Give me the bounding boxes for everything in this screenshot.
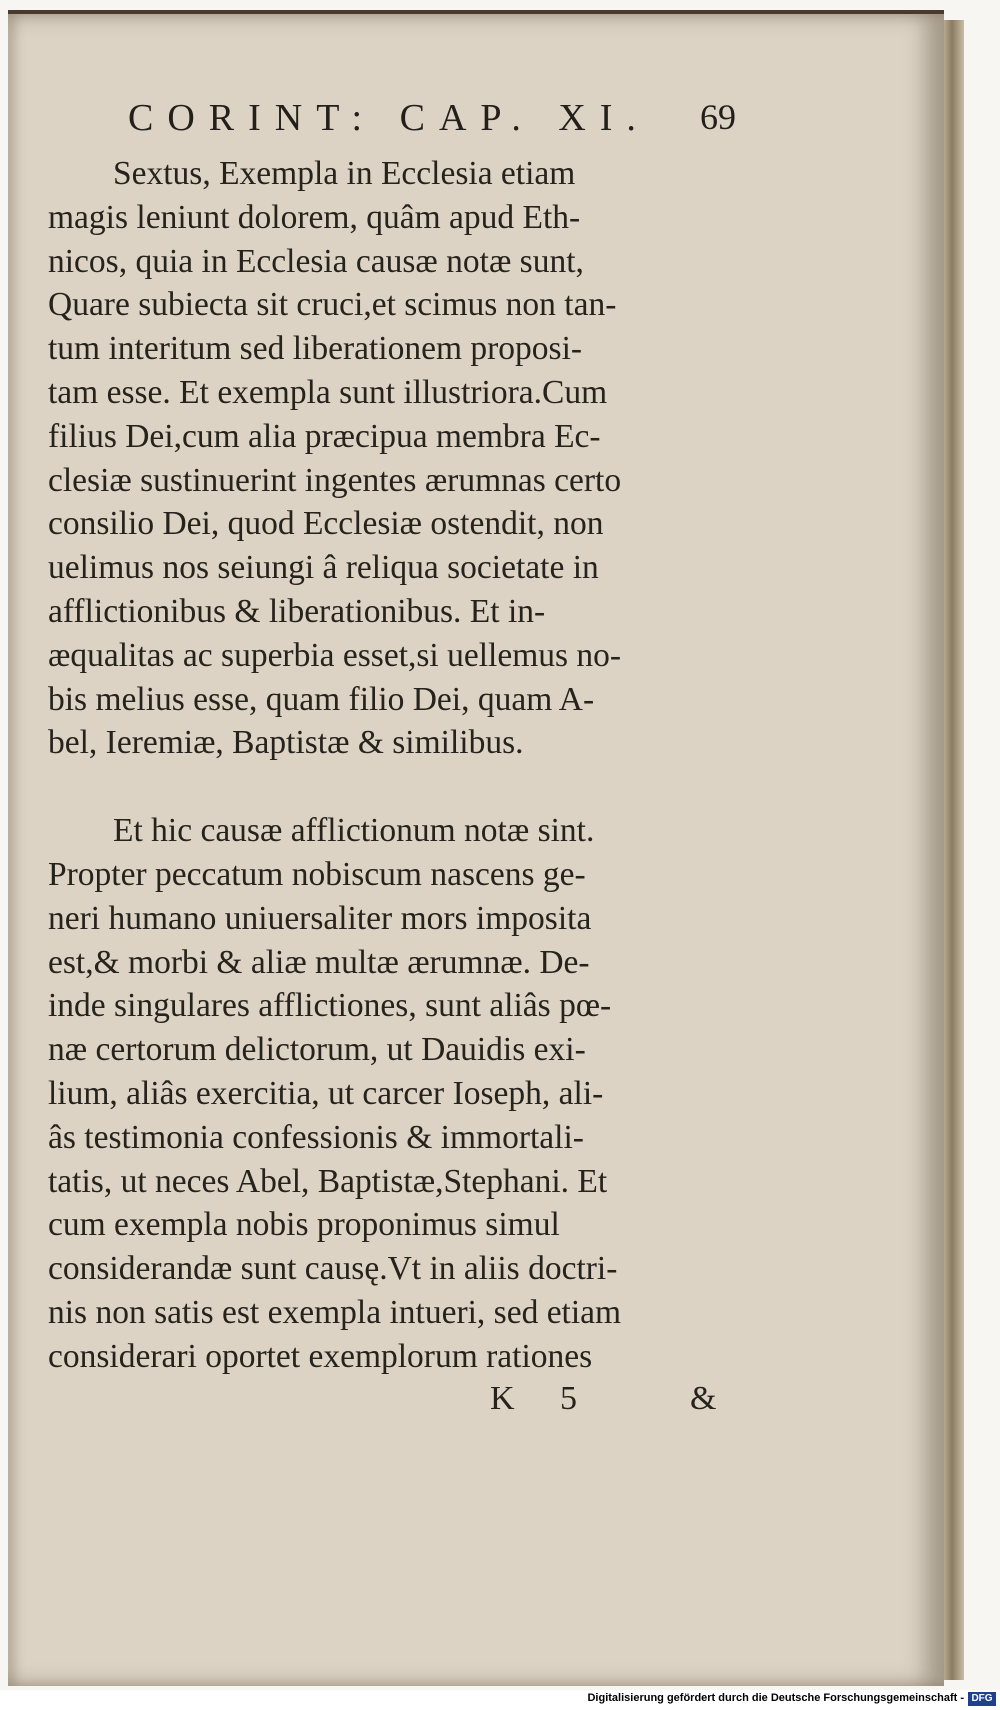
text-line: Et hic causæ afflictionum notæ sint.: [113, 812, 595, 850]
text-line: tam esse. Et exempla sunt illustriora.Cum: [48, 373, 608, 411]
running-head: CORINT: CAP. XI.: [128, 97, 650, 139]
dfg-logo: DFG: [968, 1692, 996, 1706]
text-line: cum exempla nobis proponimus simul: [48, 1206, 560, 1244]
text-line: Sextus, Exempla in Ecclesia etiam: [113, 155, 576, 192]
catchword: &: [690, 1380, 717, 1417]
text-line: magis leniunt dolorem, quâm apud Eth-: [48, 198, 581, 236]
text-line: uelimus nos seiungi â reliqua societate in: [48, 549, 599, 587]
text-line: bis melius esse, quam filio Dei, quam A-: [48, 680, 595, 718]
text-line: est,& morbi & aliæ multæ ærumnæ. De-: [48, 943, 590, 981]
text-line: inde singulares afflictiones, sunt aliâs pœ-: [48, 987, 612, 1025]
text-line: clesiæ sustinuerint ingentes ærumnas certo: [48, 461, 622, 499]
text-line: tum interitum sed liberationem proposi-: [48, 330, 583, 368]
text-line: bel, Ieremiæ, Baptistæ & similibus.: [48, 724, 524, 762]
text-line: afflictionibus & liberationibus. Et in-: [48, 592, 546, 630]
body-text: [48, 152, 728, 1379]
digitization-credit: Digitalisierung gefördert durch die Deutsche Forschungsgemeinschaft -: [587, 1692, 964, 1704]
text-line: âs testimonia confessionis & immortali-: [48, 1118, 584, 1156]
text-line: Propter peccatum nobiscum nascens ge-: [48, 855, 586, 893]
text-line: filius Dei,cum alia præcipua membra Ec-: [48, 417, 601, 455]
page-number: 69: [700, 97, 736, 137]
signature-line: [490, 1380, 730, 1424]
text-line: Quare subiecta sit cruci,et scimus non tan-: [48, 286, 617, 324]
signature-letter: K: [490, 1380, 515, 1417]
text-line: lium, aliâs exercitia, ut carcer Ioseph, ali-: [48, 1074, 604, 1112]
text-line: nis non satis est exempla intueri, sed etiam: [48, 1293, 622, 1331]
text-line: neri humano uniuersaliter mors imposita: [48, 899, 592, 937]
text-line: considerandæ sunt causę.Vt in aliis doctri-: [48, 1250, 618, 1288]
page-edge: [944, 20, 964, 1680]
text-line: æqualitas ac superbia esset,si uellemus no-: [48, 636, 622, 674]
text-line: considerari oportet exemplorum rationes: [48, 1337, 593, 1375]
text-line: tatis, ut neces Abel, Baptistæ,Stephani. Et: [48, 1162, 608, 1200]
signature-number: 5: [560, 1380, 577, 1417]
text-line: consilio Dei, quod Ecclesiæ ostendit, non: [48, 505, 604, 543]
text-line: nicos, quia in Ecclesia causæ notæ sunt,: [48, 242, 584, 280]
text-line: næ certorum delictorum, ut Dauidis exi-: [48, 1031, 586, 1069]
paragraph-gap: [48, 765, 728, 809]
